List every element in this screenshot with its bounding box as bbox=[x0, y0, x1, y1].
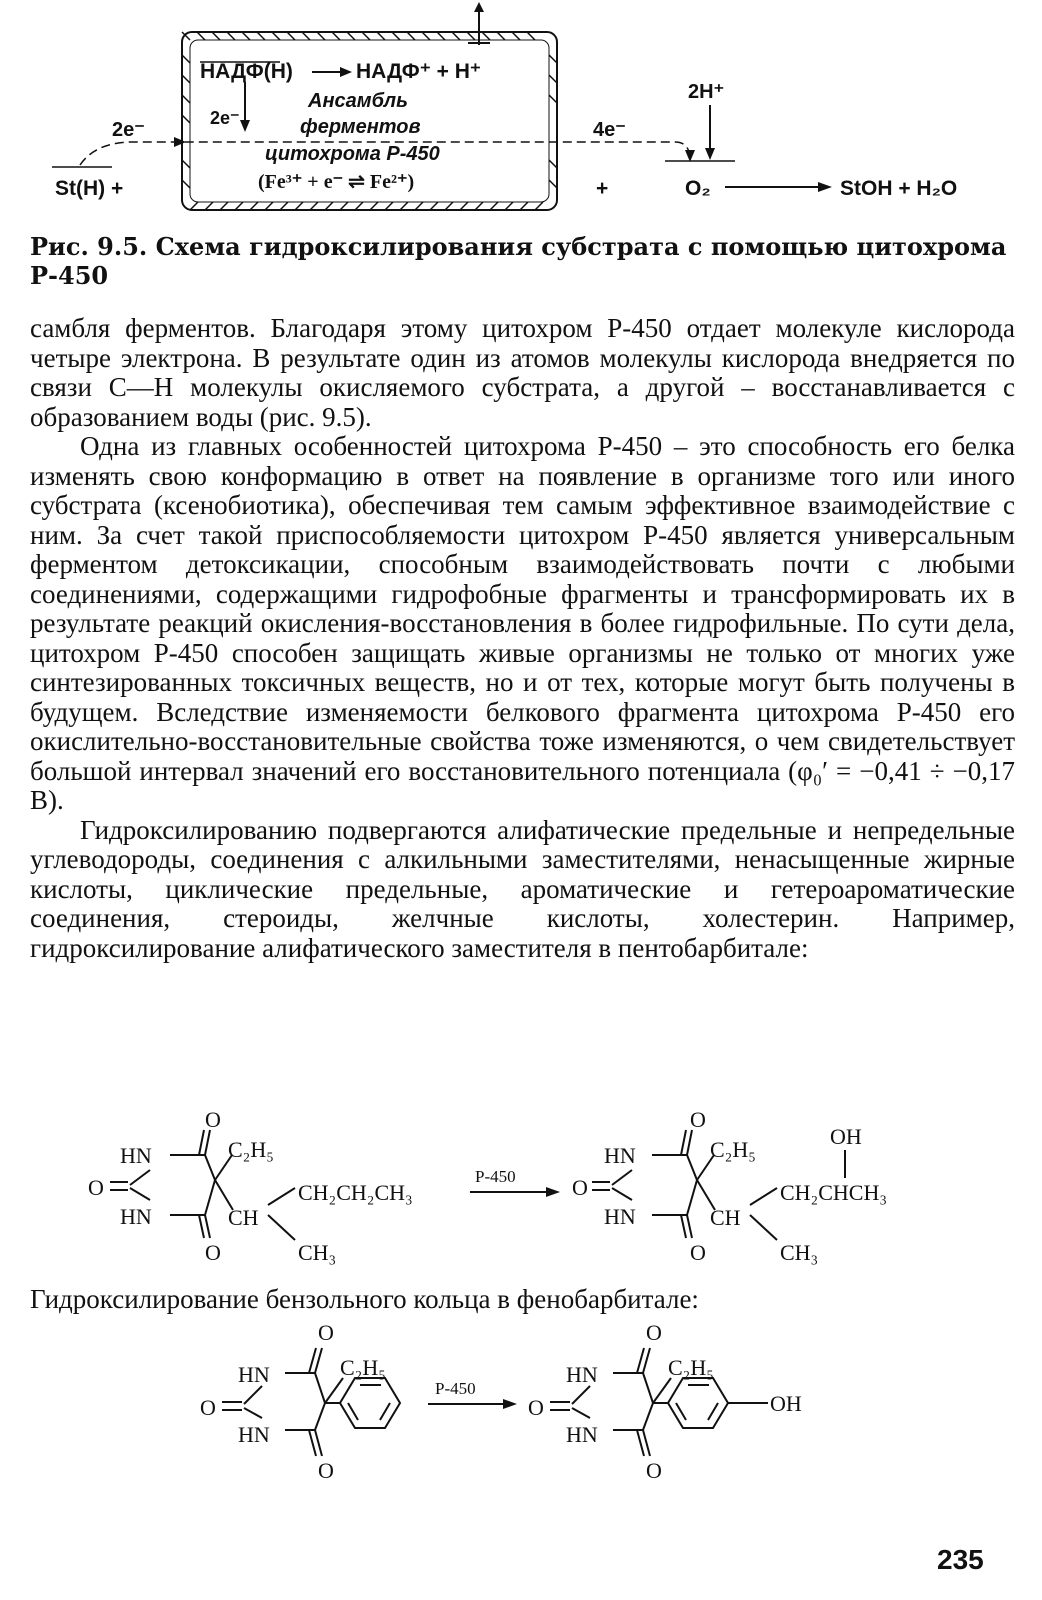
r1-enzyme: P-450 bbox=[475, 1167, 516, 1186]
r1-p-hn-bottom: HN bbox=[604, 1204, 636, 1229]
r1-p-chain: CH₂CHCH₃ bbox=[780, 1180, 888, 1205]
r2-o-left: O bbox=[200, 1395, 216, 1420]
r2-p-ethyl: C₂H₅ bbox=[668, 1355, 714, 1380]
ensemble-line1: Ансамбль bbox=[308, 90, 408, 112]
ensemble-line2: ферментов bbox=[300, 116, 421, 138]
e2-inner-label: 2e⁻ bbox=[210, 108, 240, 128]
r1-ethyl: C₂H₅ bbox=[228, 1137, 274, 1162]
r2-o-bottom: O bbox=[318, 1458, 334, 1483]
h2-label: 2H⁺ bbox=[688, 81, 725, 103]
reaction-pentobarbital bbox=[0, 1100, 1042, 1280]
r2-o-top: O bbox=[318, 1320, 334, 1345]
r1-o-bottom: O bbox=[205, 1240, 221, 1265]
body-text bbox=[30, 314, 1015, 963]
r2-hn-top: HN bbox=[238, 1362, 270, 1387]
page-number: 235 bbox=[937, 1544, 984, 1575]
substrate-label: St(H) + bbox=[55, 177, 124, 200]
r1-o-top: O bbox=[205, 1107, 221, 1132]
r1-hn-bottom: HN bbox=[120, 1204, 152, 1229]
r2-hn-bottom: HN bbox=[238, 1422, 270, 1447]
r1-propyl: CH₂CH₂CH₃ bbox=[298, 1180, 413, 1205]
cytochrome-label: цитохрома Р-450 bbox=[265, 143, 440, 165]
r1-methyl: CH₃ bbox=[298, 1240, 337, 1265]
r1-p-methyl: CH₃ bbox=[780, 1240, 819, 1265]
paragraph-1: самбля ферментов. Благодаря этому цитохром Р-450 отдает молекуле кислорода четыре электрона. В результате один из атомов молекулы кислорода внедряется по связи С—Н молекулы окисляемого субстрата, а другой – восстанавливается с образованием воды (рис. 9.5). bbox=[30, 313, 1015, 432]
r1-p-o-left: O bbox=[572, 1175, 588, 1200]
reaction-phenobarbital bbox=[0, 1318, 1042, 1500]
r2-p-o-top: O bbox=[646, 1320, 662, 1345]
e2-left-label: 2e⁻ bbox=[112, 119, 145, 141]
paragraph-2: Одна из главных особенностей цитохрома Р-450 – это способность его белка изменять свою конформацию в ответ на появление в организме того или иного субстрата (ксенобиотика), обеспечивая тем самым эффективное взаимодействие с ним. За счет такой приспособляемости цитохром Р-450 является универсальным ферментом детоксикации, способным взаимодействовать почти с любыми соединениями, содержащими гидрофобные фрагменты и трансформировать их в результате реакций окисления-восстановления в более гидрофильные. По сути дела, цитохром Р-450 способен защищать живые организмы не только от многих уже синтезированных токсичных веществ, но и от тех, которые могут быть получены в будущем. Вследствие изменяемости белкового фрагмента цитохрома Р-450 его окислительно-восстановительные свойства тоже изменяются, о чем свидетельствует большой интервал значений его восстановительного потенциала (φ₀′ = −0,41 ÷ −0,17 В). bbox=[30, 431, 1015, 815]
paragraph-4: Гидроксилирование бензольного кольца в фенобарбитале: bbox=[30, 1284, 699, 1314]
r2-p-hn-bottom: HN bbox=[566, 1422, 598, 1447]
r1-o-left: O bbox=[88, 1175, 104, 1200]
figure-scheme bbox=[0, 0, 1042, 230]
r1-p-o-top: O bbox=[690, 1107, 706, 1132]
r1-p-ethyl: C₂H₅ bbox=[710, 1137, 756, 1162]
product-label: StOH + H₂O bbox=[840, 177, 958, 200]
r1-p-o-bottom: O bbox=[690, 1240, 706, 1265]
r2-p-oh: OH bbox=[770, 1391, 802, 1416]
r2-ethyl: C₂H₅ bbox=[340, 1355, 386, 1380]
nadp-plus-label: НАДФ⁺ + Н⁺ bbox=[356, 60, 481, 83]
e4-label: 4e⁻ bbox=[593, 119, 626, 141]
oxygen-label: O₂ bbox=[685, 177, 711, 200]
r2-enzyme: P-450 bbox=[435, 1379, 476, 1398]
r2-p-hn-top: HN bbox=[566, 1362, 598, 1387]
r1-ch: CH bbox=[228, 1205, 259, 1230]
r1-hn-top: HN bbox=[120, 1143, 152, 1168]
figure-caption: Рис. 9.5. Схема гидроксилирования субстрата с помощью цитохрома Р-450 bbox=[30, 232, 1007, 290]
r1-p-ch: CH bbox=[710, 1205, 741, 1230]
iron-equilibrium: (Fe³⁺ + e⁻ ⇌ Fe²⁺) bbox=[258, 171, 415, 193]
r1-p-oh: OH bbox=[830, 1124, 862, 1149]
plus-label: + bbox=[596, 177, 609, 200]
r2-p-o-bottom: O bbox=[646, 1458, 662, 1483]
paragraph-3: Гидроксилированию подвергаются алифатические предельные и непредельные углеводороды, соединения с алкильными заместителями, ненасыщенные жирные кислоты, циклические предельные, ароматические и гетероароматические соединения, стероиды, желчные кислоты, холестерин. Например, гидроксилирование алифатического заместителя в пентобарбитале: bbox=[30, 814, 1015, 963]
nadph-label: НАДФ(Н) bbox=[200, 60, 293, 83]
r2-p-o-left: O bbox=[528, 1395, 544, 1420]
r1-p-hn-top: HN bbox=[604, 1143, 636, 1168]
